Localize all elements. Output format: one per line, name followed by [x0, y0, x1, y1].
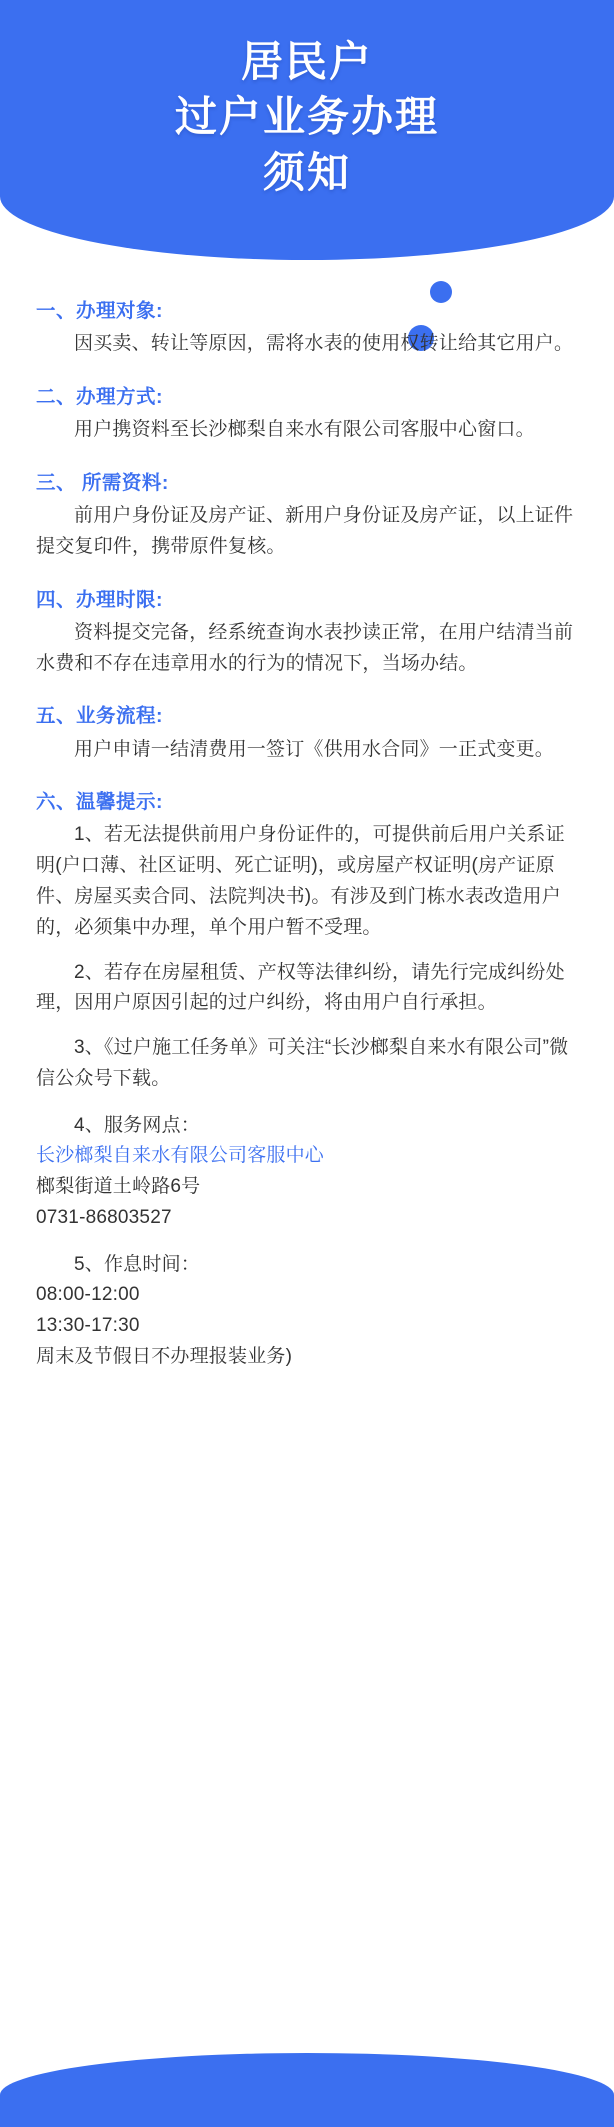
section-service-method — [36, 382, 574, 446]
section-business-process — [36, 701, 574, 765]
paragraph: 用户携资料至长沙榔梨自来水有限公司客服中心窗口。 — [74, 419, 535, 441]
page-title-line-3: 须知 — [262, 148, 351, 196]
content-body — [0, 296, 614, 1493]
bottom-spacer — [36, 1373, 574, 1493]
working-hours-block — [36, 1250, 574, 1373]
paragraph: 因买卖、转让等原因，需将水表的使用权转让给其它用户。 — [74, 333, 574, 355]
page-title-line-2: 过户业务办理 — [174, 93, 439, 141]
page-title-line-1: 居民户 — [240, 38, 373, 85]
section-body — [36, 820, 574, 1372]
section-title: 四、办理时限: — [36, 588, 163, 611]
page-title — [0, 34, 614, 200]
paragraph: 资料提交完备，经系统查询水表抄读正常，在用户结清当前水费和不存在违章用水的行为的情况下，当场办结。 — [36, 621, 574, 674]
working-hours-line: 13:30-17:30 — [36, 1315, 140, 1337]
section-required-materials — [36, 468, 574, 563]
section-title: 二、办理方式: — [36, 385, 163, 408]
service-center-link[interactable]: 长沙榔梨自来水有限公司客服中心 — [36, 1145, 325, 1167]
working-hours-line: 08:00-12:00 — [36, 1284, 140, 1306]
section-title: 六、温馨提示: — [36, 791, 163, 814]
section-title: 五、业务流程: — [36, 705, 163, 728]
paragraph: 2、若存在房屋租赁、产权等法律纠纷，请先行完成纠纷处理，因用户原因引起的过户纠纷，将由用户自行承担。 — [36, 961, 565, 1014]
working-hours-note: 周末及节假日不办理报装业务) — [36, 1345, 293, 1367]
section-body — [36, 618, 574, 680]
section-body — [36, 329, 574, 360]
section-title: 三、 所需资料: — [36, 471, 169, 494]
paragraph: 用户申请一结清费用一签订《供用水合同》一正式变更。 — [74, 738, 555, 760]
service-phone: 0731-86803527 — [36, 1206, 172, 1228]
footer-banner — [0, 2053, 614, 2127]
paragraph: 3、《过户施工任务单》可关注“长沙榔梨自来水有限公司”微信公众号下载。 — [36, 1037, 569, 1089]
top-spacer — [0, 260, 614, 296]
paragraph: 前用户身份证及房产证、新用户身份证及房产证，以上证件提交复印件，携带原件复核。 — [36, 505, 574, 557]
working-hours-heading: 5、作息时间： — [74, 1253, 200, 1275]
section-processing-time — [36, 585, 574, 680]
service-location-block — [36, 1111, 574, 1234]
header-banner — [0, 0, 614, 260]
service-location-heading: 4、服务网点： — [74, 1114, 200, 1136]
paragraph: 1、若无法提供前用户身份证件的，可提供前后用户关系证明(户口薄、社区证明、死亡证明)，或房屋产权证明(房产证原件、房屋买卖合同、法院判决书)。有涉及到门栋水表改造用户的，必须集中办理，单个用户暂不受理。 — [36, 824, 565, 938]
section-warm-tips — [36, 787, 574, 1372]
service-address: 榔梨街道土岭路6号 — [36, 1176, 201, 1198]
section-body — [36, 415, 574, 446]
section-body — [36, 735, 574, 766]
section-body — [36, 501, 574, 563]
section-title: 一、办理对象: — [36, 300, 163, 322]
section-service-target — [36, 296, 574, 360]
